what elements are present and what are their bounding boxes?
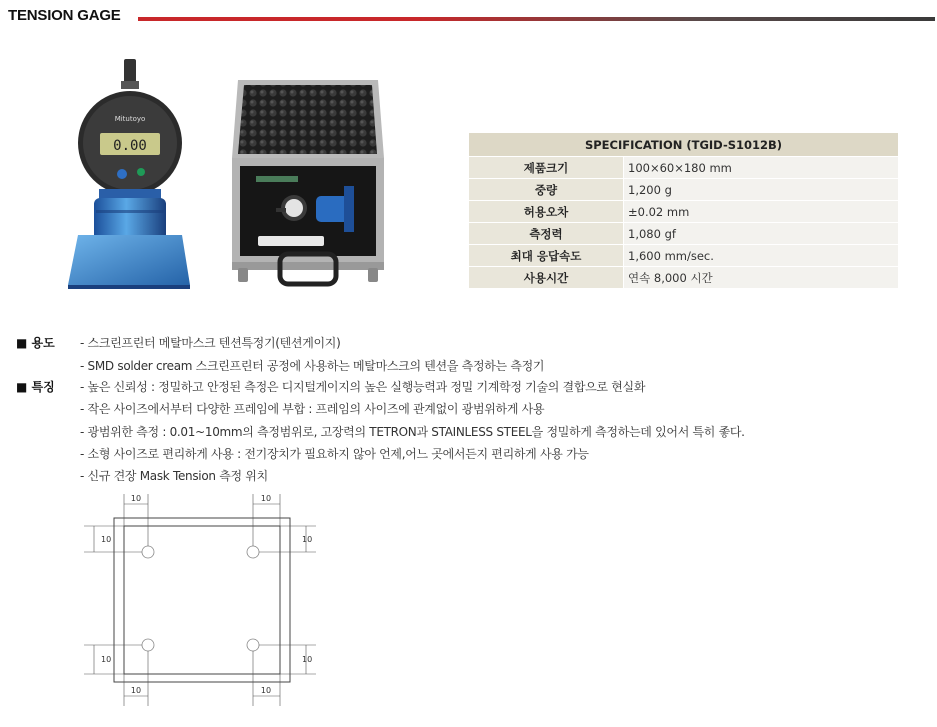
usage-line: - 스크린프린터 메탈마스크 텐션특정기(텐션게이지) — [80, 336, 341, 350]
mask-tension-position-diagram — [80, 490, 320, 710]
spec-value: 1,600 mm/sec. — [624, 245, 899, 267]
gauge-display: 0.00 — [113, 138, 147, 154]
measure-point — [247, 639, 259, 651]
spec-label: 최대 응답속도 — [469, 245, 624, 267]
spec-row-usage-time — [469, 267, 898, 289]
dimension-label: 10 — [130, 494, 142, 503]
dimension-label: 10 — [260, 494, 272, 503]
aluminum-carrying-case-photo — [228, 78, 388, 290]
measure-point — [247, 546, 259, 558]
spec-label: 사용시간 — [469, 267, 624, 289]
specification-table — [469, 133, 898, 289]
digital-tension-gauge-photo — [66, 55, 191, 290]
feature-line: - 높은 신뢰성 : 정밀하고 안정된 측정은 디지털게이지의 높은 실행능력과 정밀 기계학정 기술의 결합으로 현실화 — [80, 380, 646, 394]
feature-line: - 신규 견장 Mask Tension 측정 위치 — [80, 469, 268, 483]
outer-frame — [114, 518, 290, 682]
spec-value: 100×60×180 mm — [624, 157, 899, 179]
measure-point — [142, 546, 154, 558]
dimension-label: 10 — [260, 686, 272, 695]
spec-value: 1,080 gf — [624, 223, 899, 245]
dimension-label: 10 — [130, 686, 142, 695]
spec-row-tolerance — [469, 201, 898, 223]
dimension-label: 10 — [302, 655, 313, 664]
usage-line: - SMD solder cream 스크린프린터 공정에 사용하는 메탈마스크의 텐션을 측정하는 측정기 — [80, 359, 545, 373]
spec-row-size — [469, 157, 898, 179]
spec-label: 허용오차 — [469, 201, 624, 223]
dimension-label: 10 — [302, 535, 313, 544]
page-title: TENSION GAGE — [8, 7, 121, 24]
spec-label: 중량 — [469, 179, 624, 201]
spec-row-weight — [469, 179, 898, 201]
spec-value: ±0.02 mm — [624, 201, 899, 223]
spec-row-speed — [469, 245, 898, 267]
usage-label: ■ 용도 — [16, 336, 55, 350]
measure-point — [142, 639, 154, 651]
feature-line: - 작은 사이즈에서부터 다양한 프레임에 부합 : 프레임의 사이즈에 관계없이 광범위하게 사용 — [80, 402, 545, 416]
spec-value: 1,200 g — [624, 179, 899, 201]
spec-row-force — [469, 223, 898, 245]
spec-value: 연속 8,000 시간 — [624, 267, 899, 289]
dimension-label: 10 — [101, 655, 112, 664]
spec-heading: SPECIFICATION (TGID-S1012B) — [469, 133, 898, 157]
feature-line: - 소형 사이즈로 편리하게 사용 : 전기장치가 필요하지 않아 언제,어느 곳에서든지 편리하게 사용 가능 — [80, 447, 589, 461]
features-label: ■ 특징 — [16, 380, 55, 394]
svg-text:Mitutoyo: Mitutoyo — [114, 115, 146, 123]
dimension-label: 10 — [101, 535, 112, 544]
title-divider — [138, 17, 935, 21]
spec-label: 측정력 — [469, 223, 624, 245]
feature-line: - 광범위한 측정 : 0.01~10mm의 측정범위로, 고장력의 TETRON과 STAINLESS STEEL을 정밀하게 측정하는데 있어서 특히 좋다. — [80, 425, 745, 439]
spec-label: 제품크기 — [469, 157, 624, 179]
